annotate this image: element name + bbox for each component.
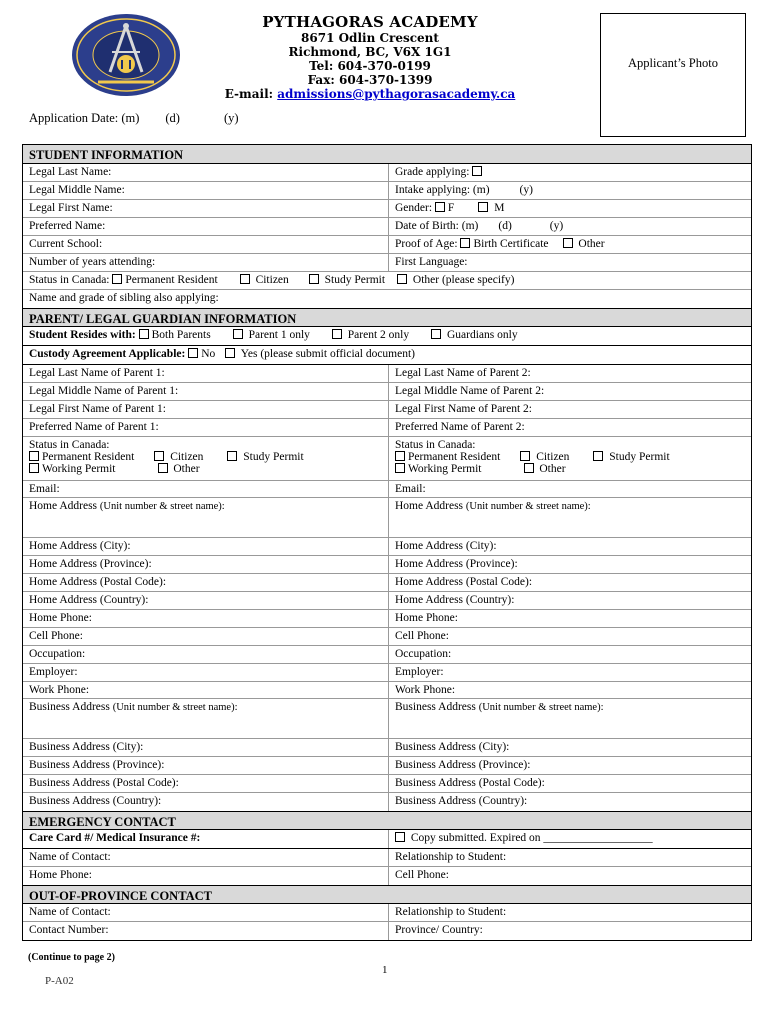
option-label: Citizen xyxy=(255,274,289,286)
field-sibling[interactable]: Name and grade of sibling also applying: xyxy=(29,292,219,304)
application-form xyxy=(22,144,752,941)
field-note: (Unit number & street name): xyxy=(112,702,238,713)
checkbox[interactable] xyxy=(397,274,407,284)
field-p1-business-address[interactable] xyxy=(23,699,389,738)
field-p2-business-address[interactable] xyxy=(389,699,751,738)
form-row xyxy=(23,904,751,922)
school-address-line1: 8671 Odlin Crescent xyxy=(301,31,439,45)
application-date-d: (d) xyxy=(165,111,180,125)
form-row xyxy=(23,365,751,383)
field-p1-employer[interactable]: Employer: xyxy=(23,664,389,681)
field-p2-work-phone[interactable]: Work Phone: xyxy=(395,684,456,696)
field-p2-middle[interactable]: Legal Middle Name of Parent 2: xyxy=(395,385,545,397)
field-p1-middle[interactable]: Legal Middle Name of Parent 1: xyxy=(23,383,389,400)
field-label: (y) xyxy=(519,184,533,196)
option-label: Citizen xyxy=(170,451,204,463)
form-row xyxy=(23,437,751,481)
photo-label: Applicant’s Photo xyxy=(628,56,718,70)
field-label: Business Address xyxy=(395,701,476,713)
field-p2-first[interactable]: Legal First Name of Parent 2: xyxy=(395,403,533,415)
field-p2-occupation[interactable]: Occupation: xyxy=(395,648,452,660)
field-label: Date of Birth: (m) xyxy=(395,220,479,232)
field-p1-email[interactable]: Email: xyxy=(23,481,389,497)
checkbox[interactable] xyxy=(332,329,342,339)
checkbox[interactable] xyxy=(435,202,445,212)
field-p2-business-postal[interactable]: Business Address (Postal Code): xyxy=(395,777,545,789)
checkbox[interactable] xyxy=(233,329,243,339)
school-fax: Fax: 604-370-1399 xyxy=(307,73,433,87)
form-row xyxy=(23,922,751,940)
field-copy-submitted[interactable] xyxy=(389,830,751,848)
option-label: Permanent Resident xyxy=(408,451,501,463)
form-row xyxy=(23,592,751,610)
form-row xyxy=(23,757,751,775)
field-p2-home-phone[interactable]: Home Phone: xyxy=(395,612,458,624)
field-emergency-home-phone[interactable]: Home Phone: xyxy=(23,867,389,885)
field-note: (Unit number & street name): xyxy=(99,501,225,512)
checkbox[interactable] xyxy=(240,274,250,284)
field-p2-home-postal[interactable]: Home Address (Postal Code): xyxy=(395,576,533,588)
field-label: Student Resides with: xyxy=(29,329,136,341)
option-label: Other xyxy=(539,463,566,475)
field-label: Status in Canada: xyxy=(395,439,476,451)
checkbox[interactable] xyxy=(563,238,573,248)
form-row xyxy=(23,867,751,885)
checkbox[interactable] xyxy=(154,451,164,461)
field-first-name[interactable]: Legal First Name: xyxy=(23,200,389,217)
form-row xyxy=(23,682,751,699)
field-emergency-name[interactable]: Name of Contact: xyxy=(23,849,389,866)
checkbox[interactable] xyxy=(395,832,405,842)
form-row xyxy=(23,699,751,739)
checkbox[interactable] xyxy=(395,463,405,473)
form-row xyxy=(23,830,751,849)
checkbox[interactable] xyxy=(227,451,237,461)
field-oop-name[interactable]: Name of Contact: xyxy=(23,904,389,921)
form-row xyxy=(23,646,751,664)
field-preferred-name[interactable]: Preferred Name: xyxy=(23,218,389,235)
field-grade[interactable] xyxy=(389,164,751,181)
form-row xyxy=(23,849,751,867)
field-care-card[interactable]: Care Card #/ Medical Insurance #: xyxy=(23,830,389,848)
field-label: (d) xyxy=(498,220,512,232)
field-p1-home-address[interactable] xyxy=(23,498,389,537)
option-label: F xyxy=(447,202,455,214)
field-custody[interactable] xyxy=(23,346,751,364)
form-row xyxy=(23,346,751,365)
continue-note: (Continue to page 2) xyxy=(28,952,115,963)
field-p1-home-country[interactable]: Home Address (Country): xyxy=(23,592,389,609)
field-proof-of-age[interactable] xyxy=(389,236,751,253)
form-row xyxy=(23,164,751,182)
option-label: Parent 2 only xyxy=(347,329,410,341)
checkbox[interactable] xyxy=(158,463,168,473)
field-p1-home-city[interactable]: Home Address (City): xyxy=(23,538,389,555)
field-first-language[interactable]: First Language: xyxy=(395,256,468,268)
option-label: Both Parents xyxy=(151,329,211,341)
form-row xyxy=(23,254,751,272)
form-row xyxy=(23,327,751,346)
field-p1-status[interactable] xyxy=(23,437,389,480)
form-row xyxy=(23,290,751,308)
field-emergency-cell[interactable]: Cell Phone: xyxy=(395,869,449,881)
field-label: Status in Canada: xyxy=(29,274,110,286)
option-label: No xyxy=(201,348,216,360)
field-gender[interactable] xyxy=(389,200,751,217)
checkbox[interactable] xyxy=(472,166,482,176)
form-row xyxy=(23,574,751,592)
checkbox[interactable] xyxy=(593,451,603,461)
field-p1-home-province[interactable]: Home Address (Province): xyxy=(23,556,389,573)
option-label: Study Permit xyxy=(243,451,304,463)
option-label: Other xyxy=(578,238,605,250)
field-label: Custody Agreement Applicable: xyxy=(29,348,186,360)
field-label: Grade applying: xyxy=(395,166,470,178)
form-row xyxy=(23,218,751,236)
checkbox[interactable] xyxy=(524,463,534,473)
field-p1-cell[interactable]: Cell Phone: xyxy=(23,628,389,645)
field-p2-home-province[interactable]: Home Address (Province): xyxy=(395,558,518,570)
form-row xyxy=(23,383,751,401)
section-emergency xyxy=(23,811,751,830)
field-label: Home Address xyxy=(395,500,464,512)
checkbox[interactable] xyxy=(460,238,470,248)
option-label: Parent 1 only xyxy=(248,329,310,341)
applicant-photo-box[interactable] xyxy=(600,13,746,137)
form-row xyxy=(23,538,751,556)
field-years-attending[interactable]: Number of years attending: xyxy=(23,254,389,271)
school-address-line2: Richmond, BC, V6X 1G1 xyxy=(288,45,452,59)
email-label: E-mail: xyxy=(224,87,278,101)
field-p2-employer[interactable]: Employer: xyxy=(395,666,444,678)
field-p1-business-city[interactable]: Business Address (City): xyxy=(23,739,389,756)
field-label: Home Address xyxy=(29,500,98,512)
field-status-in-canada[interactable] xyxy=(23,272,751,289)
option-label: Study Permit xyxy=(324,274,386,286)
field-oop-relationship[interactable]: Relationship to Student: xyxy=(395,906,507,918)
field-p2-status[interactable] xyxy=(389,437,751,480)
field-intake[interactable] xyxy=(389,182,751,199)
field-p2-preferred[interactable]: Preferred Name of Parent 2: xyxy=(395,421,525,433)
section-parent xyxy=(23,308,751,327)
option-label: Working Permit xyxy=(42,463,116,475)
section-heading: PARENT/ LEGAL GUARDIAN INFORMATION xyxy=(29,312,297,326)
form-row xyxy=(23,401,751,419)
school-phone: Tel: 604-370-0199 xyxy=(309,59,431,73)
option-label: Permanent Resident xyxy=(125,274,218,286)
field-label: Business Address xyxy=(29,701,110,713)
checkbox[interactable] xyxy=(478,202,488,212)
form-row xyxy=(23,272,751,290)
option-label: M xyxy=(494,202,505,214)
field-p2-business-province[interactable]: Business Address (Province): xyxy=(395,759,531,771)
field-p2-home-country[interactable]: Home Address (Country): xyxy=(395,594,515,606)
application-date xyxy=(29,111,239,126)
field-p1-work-phone[interactable]: Work Phone: xyxy=(23,682,389,698)
checkbox[interactable] xyxy=(395,451,405,461)
school-name: PYTHAGORAS ACADEMY xyxy=(262,13,478,31)
field-p1-occupation[interactable]: Occupation: xyxy=(23,646,389,663)
field-p1-first[interactable]: Legal First Name of Parent 1: xyxy=(23,401,389,418)
form-row xyxy=(23,628,751,646)
field-p1-preferred[interactable]: Preferred Name of Parent 1: xyxy=(23,419,389,436)
field-p1-business-country[interactable]: Business Address (Country): xyxy=(23,793,389,811)
field-label: (y) xyxy=(549,220,564,232)
checkbox[interactable] xyxy=(29,463,39,473)
field-p2-business-country[interactable]: Business Address (Country): xyxy=(395,795,528,807)
form-row xyxy=(23,793,751,811)
form-row xyxy=(23,664,751,682)
field-p2-last[interactable]: Legal Last Name of Parent 2: xyxy=(395,367,531,379)
section-heading: STUDENT INFORMATION xyxy=(29,148,184,162)
field-middle-name[interactable]: Legal Middle Name: xyxy=(23,182,389,199)
option-label: Birth Certificate xyxy=(473,238,549,250)
option-label: Yes (please submit official document) xyxy=(240,348,415,360)
form-code: P-A02 xyxy=(45,975,74,987)
form-row xyxy=(23,236,751,254)
field-oop-province[interactable]: Province/ Country: xyxy=(395,924,483,936)
form-row xyxy=(23,498,751,538)
field-p1-last[interactable]: Legal Last Name of Parent 1: xyxy=(23,365,389,382)
field-label: Intake applying: (m) xyxy=(395,184,490,196)
checkbox[interactable] xyxy=(309,274,319,284)
field-p2-email[interactable]: Email: xyxy=(395,483,426,495)
section-student xyxy=(23,145,751,164)
option-label: Guardians only xyxy=(446,329,518,341)
field-dob[interactable] xyxy=(389,218,751,235)
option-label: Study Permit xyxy=(609,451,670,463)
field-note: (Unit number & street name): xyxy=(478,702,604,713)
form-row xyxy=(23,556,751,574)
checkbox[interactable] xyxy=(139,329,149,339)
page-number: 1 xyxy=(382,964,388,976)
school-email-line xyxy=(190,87,550,101)
form-row xyxy=(23,200,751,218)
field-label: Status in Canada: xyxy=(29,439,110,451)
form-row xyxy=(23,419,751,437)
school-logo xyxy=(70,12,182,98)
option-label: Copy submitted. Expired on ___________________ xyxy=(410,832,653,844)
option-label: Citizen xyxy=(536,451,570,463)
field-p2-home-address[interactable] xyxy=(389,498,751,537)
checkbox[interactable] xyxy=(431,329,441,339)
field-p2-cell[interactable]: Cell Phone: xyxy=(395,630,449,642)
section-out-of-province xyxy=(23,885,751,904)
field-oop-number[interactable]: Contact Number: xyxy=(23,922,389,940)
field-p1-business-postal[interactable]: Business Address (Postal Code): xyxy=(23,775,389,792)
option-label: Working Permit xyxy=(408,463,482,475)
field-note: (Unit number & street name): xyxy=(465,501,591,512)
option-label: Permanent Resident xyxy=(42,451,135,463)
field-last-name[interactable]: Legal Last Name: xyxy=(23,164,389,181)
form-row xyxy=(23,182,751,200)
email-link[interactable]: admissions@pythagorasacademy.ca xyxy=(277,87,516,101)
field-emergency-relationship[interactable]: Relationship to Student: xyxy=(395,851,507,863)
option-label: Other xyxy=(173,463,200,475)
form-row xyxy=(23,775,751,793)
field-p2-home-city[interactable]: Home Address (City): xyxy=(395,540,497,552)
application-date-label: Application Date: (m) xyxy=(29,111,140,125)
checkbox[interactable] xyxy=(520,451,530,461)
form-row xyxy=(23,610,751,628)
option-label: Other (please specify) xyxy=(412,274,515,286)
section-heading: EMERGENCY CONTACT xyxy=(29,815,176,829)
field-current-school[interactable]: Current School: xyxy=(23,236,389,253)
field-p1-home-postal[interactable]: Home Address (Postal Code): xyxy=(23,574,389,591)
section-heading: OUT-OF-PROVINCE CONTACT xyxy=(29,889,212,903)
field-p1-home-phone[interactable]: Home Phone: xyxy=(23,610,389,627)
application-date-y: (y) xyxy=(223,111,239,125)
field-label: Gender: xyxy=(395,202,433,214)
form-row xyxy=(23,481,751,498)
checkbox[interactable] xyxy=(29,451,39,461)
field-p2-business-city[interactable]: Business Address (City): xyxy=(395,741,510,753)
field-label: Proof of Age: xyxy=(395,238,458,250)
checkbox[interactable] xyxy=(112,274,122,284)
form-row xyxy=(23,739,751,757)
checkbox[interactable] xyxy=(188,348,198,358)
field-resides-with[interactable] xyxy=(23,327,751,345)
field-p1-business-province[interactable]: Business Address (Province): xyxy=(23,757,389,774)
checkbox[interactable] xyxy=(225,348,235,358)
